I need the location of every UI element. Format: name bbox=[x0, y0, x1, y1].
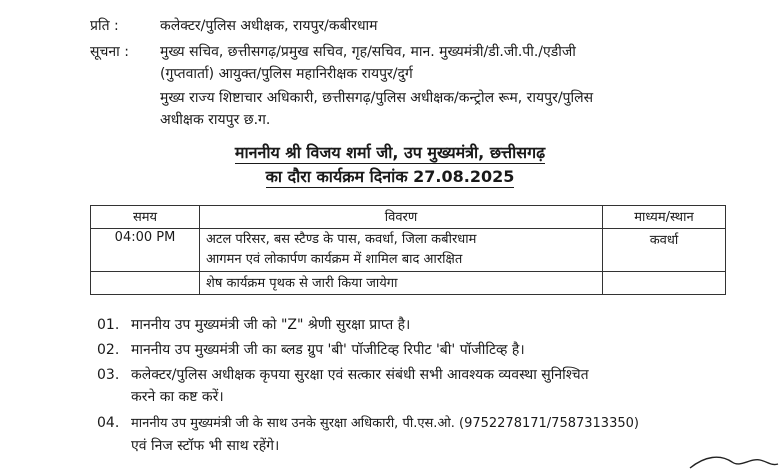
title-line-2 bbox=[0, 166, 780, 188]
table-header-row bbox=[91, 206, 726, 229]
note-4-text-line-1: माननीय उप मुख्यमंत्री जी के साथ उनके सुरक्षा अधिकारी, पी.एस.ओ. (9752278171/7587313350) bbox=[131, 416, 639, 431]
suchana-line-4: अधीक्षक रायपुर छ.ग. bbox=[160, 112, 271, 128]
row2-description: शेष कार्यक्रम पृथक से जारी किया जायेगा bbox=[200, 272, 603, 295]
suchana-line-3: मुख्य राज्य शिष्टाचार अधिकारी, छत्तीसगढ़/पुलिस अधीक्षक/कन्ट्रोल रूम, रायपुर/पुलिस bbox=[160, 90, 594, 106]
header-time: समय bbox=[91, 206, 200, 229]
note-3-text-line-2: करने का कष्ट करें। bbox=[131, 389, 224, 405]
suchana-line-1: मुख्य सचिव, छत्तीसगढ़/प्रमुख सचिव, गृह/सचिव, मान. मुख्यमंत्री/डी.जी.पी./एडीजी bbox=[160, 44, 576, 60]
row1-place: कवर्धा bbox=[603, 229, 726, 272]
row1-desc-line-1: अटल परिसर, बस स्टैण्ड के पास, कवर्धा, जिला कबीरधाम bbox=[206, 232, 477, 247]
suchana-line-2: (गुप्तवार्ता) आयुक्त/पुलिस महानिरीक्षक रायपुर/दुर्ग bbox=[160, 66, 413, 82]
note-4-number: 04. bbox=[97, 415, 120, 431]
note-1-text: माननीय उप मुख्यमंत्री जी को "Z" श्रेणी सुरक्षा प्राप्त है। bbox=[131, 317, 411, 333]
note-1 bbox=[97, 314, 410, 336]
row1-desc-line-2: आगमन एवं लोकार्पण कार्यक्रम में शामिल बाद आरक्षित bbox=[206, 252, 463, 267]
note-2 bbox=[97, 339, 525, 361]
header-description: विवरण bbox=[200, 206, 603, 229]
note-3 bbox=[97, 364, 589, 408]
title-line-1 bbox=[0, 142, 780, 164]
note-4 bbox=[97, 412, 639, 457]
row2-place bbox=[603, 272, 726, 295]
note-2-text: माननीय उप मुख्यमंत्री जी का ब्लड ग्रुप 'बी' पॉजीटिव्ह रिपीट 'बी' पॉजीटिव्ह है। bbox=[131, 342, 525, 358]
note-3-text-line-1: कलेक्टर/पुलिस अधीक्षक कृपया सुरक्षा एवं सत्कार संबंधी सभी आवश्यक व्यवस्था सुनिश्चित bbox=[131, 367, 589, 383]
table-row bbox=[91, 229, 726, 272]
note-4-text-line-2: एवं निज स्टॉफ भी साथ रहेंगे। bbox=[131, 438, 280, 454]
suchana-label: सूचना : bbox=[90, 44, 129, 60]
table-row bbox=[91, 272, 726, 295]
title-line-1-text: माननीय श्री विजय शर्मा जी, उप मुख्यमंत्री, छत्तीसगढ़ bbox=[234, 143, 546, 162]
note-3-number: 03. bbox=[97, 367, 120, 383]
note-1-number: 01. bbox=[97, 317, 120, 333]
row2-time bbox=[91, 272, 200, 295]
title-line-2-text: का दौरा कार्यक्रम दिनांक 27.08.2025 bbox=[265, 167, 515, 186]
note-2-number: 02. bbox=[97, 342, 120, 358]
header-place: माध्यम/स्थान bbox=[603, 206, 726, 229]
schedule-table bbox=[90, 205, 726, 295]
prati-text: कलेक्टर/पुलिस अधीक्षक, रायपुर/कबीरधाम bbox=[160, 18, 378, 34]
row1-time: 04:00 PM bbox=[91, 229, 200, 272]
prati-label: प्रति : bbox=[90, 18, 119, 34]
signature-mark bbox=[660, 448, 780, 470]
row1-description bbox=[200, 229, 603, 272]
